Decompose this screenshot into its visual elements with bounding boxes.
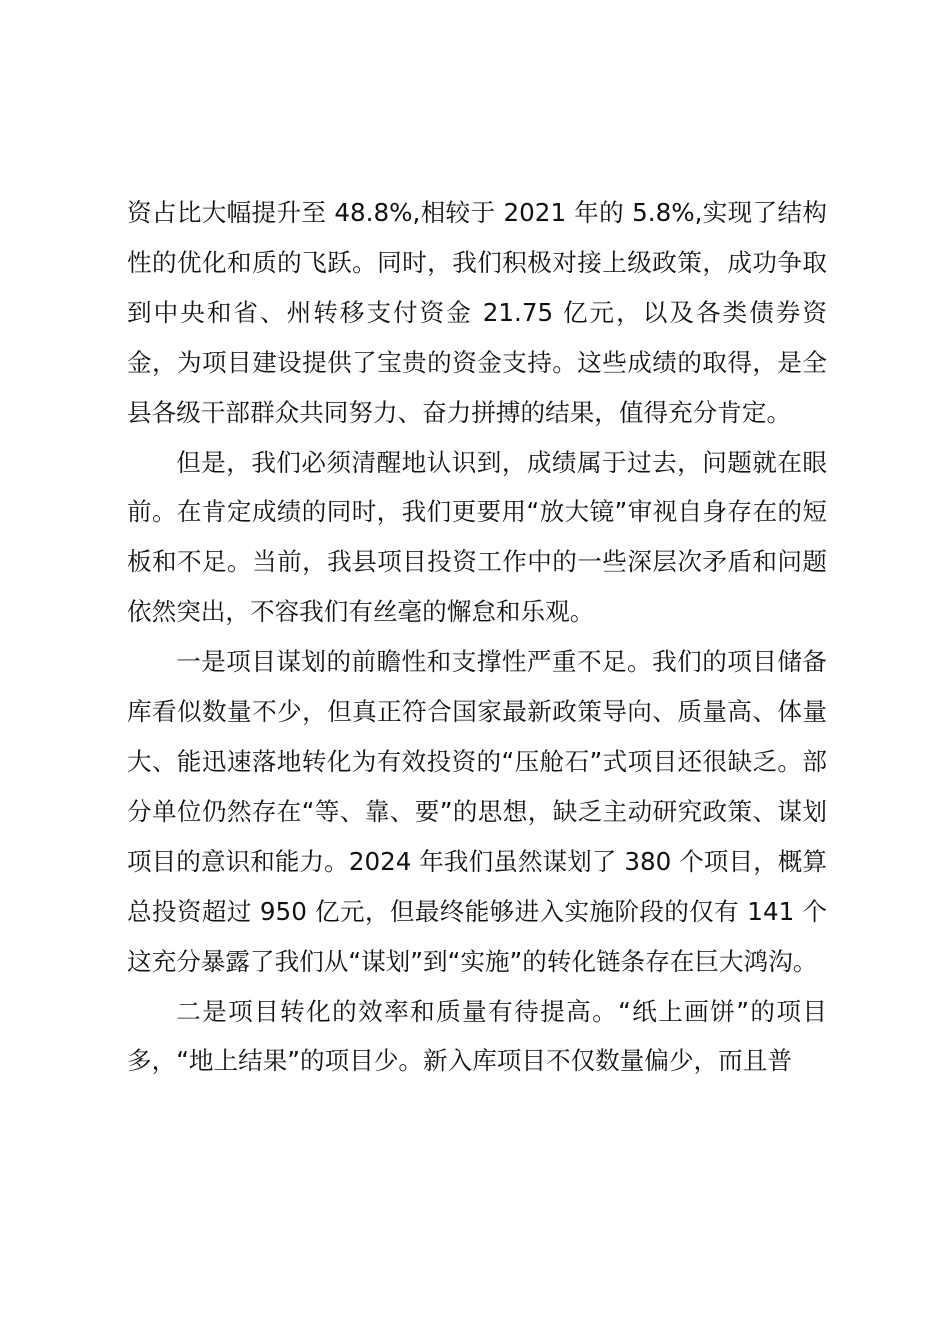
paragraph-problem-one: 一是项目谋划的前瞻性和支撑性严重不足。我们的项目储备库看似数量不少，但真正符合国家最新政策导向、质量高、体量大、能迅速落地转化为有效投资的“压舱石”式项目还很缺乏。部分单位仍然存在“等、靠、要”的思想，缺乏主动研究政策、谋划项目的意识和能力。2024 年我们虽然谋划了 380 个项目，概算总投资超过 950 亿元，但最终能够进入实施阶段的仅有 141 个这充分暴露了我们从“谋划”到“实施”的转化链条存在巨大鸿沟。 [127,647,827,976]
paragraph-problem-two: 二是项目转化的效率和质量有待提高。“纸上画饼”的项目多，“地上结果”的项目少。新入库项目不仅数量偏少，而且普 [127,996,827,1076]
paragraph-recognize-problems: 但是，我们必须清醒地认识到，成绩属于过去，问题就在眼前。在肯定成绩的同时，我们更要用“放大镜”审视自身存在的短板和不足。当前，我县项目投资工作中的一些深层次矛盾和问题依然突出，不容我们有丝毫的懈怠和乐观。 [127,447,827,627]
paragraph-funding-results: 资占比大幅提升至 48.8%,相较于 2021 年的 5.8%,实现了结构性的优化和质的飞跃。同时，我们积极对接上级政策，成功争取到中央和省、州转移支付资金 21.75 亿元，以及各类债券资金，为项目建设提供了宝贵的资金支持。这些成绩的取得，是全县各级干部群众共同努力、奋力拼搏的结果，值得充分肯定。 [127,198,827,427]
document-body [127,188,827,1086]
